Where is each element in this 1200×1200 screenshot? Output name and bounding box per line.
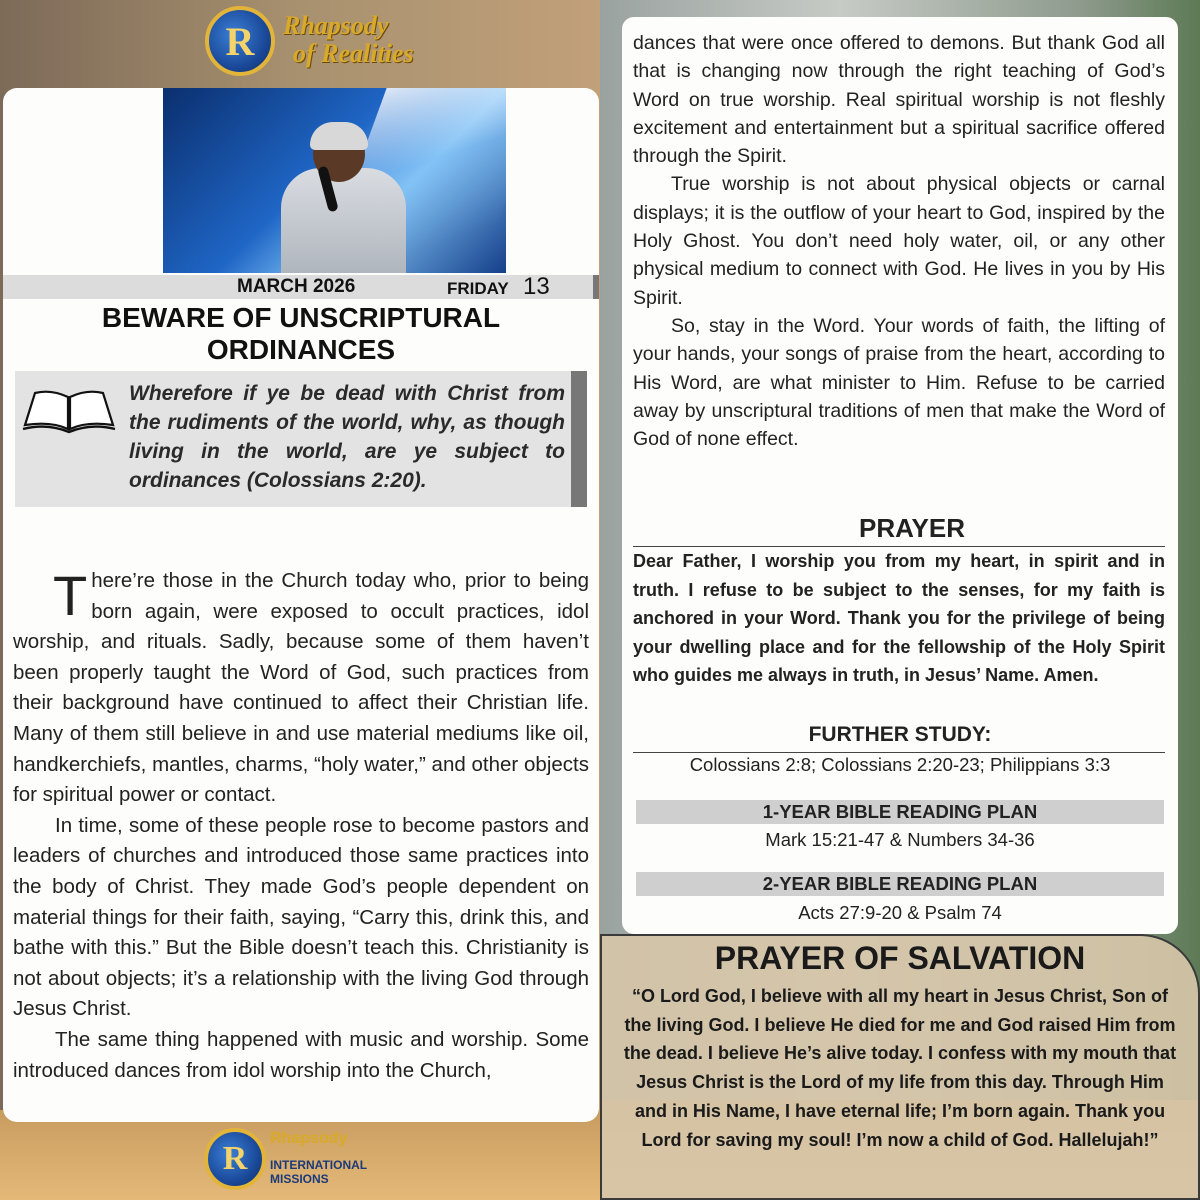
prayer-title: PRAYER	[859, 513, 965, 543]
body-text-right	[633, 29, 1165, 453]
salvation-title: PRAYER OF SALVATION	[714, 940, 1086, 976]
verse-text: Wherefore if ye be dead with Christ from the rudiments of the world, why, as though living in the world, are ye subject to ordinances (Colossians 2:20).	[129, 382, 565, 492]
speaker-photo	[163, 88, 506, 273]
logo-emblem-icon: R	[205, 6, 275, 76]
paragraph: dances that were once offered to demons. But thank God all that is changing now through the right teaching of God’s Word on true worship. Real spiritual worship is not fleshly excitement and entertainment but a spiritual sacrifice offered through the Spirit.	[633, 32, 1165, 168]
one-year-plan-title: 1-YEAR BIBLE READING PLAN	[636, 800, 1164, 824]
open-book-icon	[21, 385, 117, 435]
verse-box	[15, 371, 587, 507]
date-weekday: FRIDAY	[447, 279, 509, 298]
one-year-plan-text: Mark 15:21-47 & Numbers 34-36	[765, 829, 1035, 850]
paragraph: True worship is not about physical objects or carnal displays; it is the outflow of your heart to God, inspired by the Holy Ghost. You don’t need holy water, oil, or any other physical medium to connect with God. He lives in you by His Spirit.	[633, 173, 1165, 309]
paragraph: So, stay in the Word. Your words of faith, the lifting of your hands, your songs of praise from the heart, according to His Word, are what minister to Him. Refuse to be carried away by unscriptural traditions of men that make the Word of God of none effect.	[633, 314, 1165, 451]
paragraph: There’re those in the Church today who, prior to being born again, were exposed to occult practices, idol worship, and rituals. Sadly, because some of them haven’t been properly taught the Word of God, such practices from their background have continued to affect their Christian life. Many of them still believe in and use material mediums like oil, handkerchiefs, mantles, charms, “holy water,” and other objects for spiritual power or contact.	[13, 564, 589, 807]
date-month-year: MARCH 2026	[237, 276, 356, 297]
salvation-text: “O Lord God, I believe with all my heart in Jesus Christ, Son of the living God. I believe He died for me and God raised Him from the dead. I believe He’s alive today. I confess with my mouth that Jesus Christ is the Lord of my life from this day. Through Him and in His Name, I have eternal life; I’m born again. Thank you Lord for saving my soul! I’m now a child of God. Hallelujah!”	[623, 986, 1177, 1150]
two-year-plan-text: Acts 27:9-20 & Psalm 74	[798, 902, 1002, 923]
body-text-left	[13, 566, 589, 1086]
further-study-title: FURTHER STUDY:	[808, 723, 992, 746]
missions-emblem-icon: R	[204, 1128, 266, 1190]
rhapsody-logo	[205, 6, 415, 80]
devotional-title: BEWARE OF UNSCRIPTURAL ORDINANCES	[101, 302, 501, 365]
prayer-text: Dear Father, I worship you from my heart, in spirit and in truth. I refuse to be subject to the senses, for my faith is anchored in your Word. Thank you for the privilege of being your dwelling place and for the fellowship of the Holy Spirit who guides me always in truth, in Jesus’ Name. Amen.	[633, 551, 1165, 686]
missions-logo: R Rhapsody INTERNATIONAL MISSIONS	[198, 1128, 398, 1194]
further-study-text: Colossians 2:8; Colossians 2:20-23; Philippians 3:3	[689, 754, 1111, 775]
date-day-number: 13	[523, 273, 550, 300]
two-year-plan-title: 2-YEAR BIBLE READING PLAN	[636, 872, 1164, 896]
devotional-left-card	[3, 88, 599, 1122]
devotional-right-card	[622, 17, 1178, 934]
drop-cap: T	[53, 564, 88, 627]
paragraph: In time, some of these people rose to become pastors and leaders of churches and introduced those same practices into the body of Christ. They made God’s people dependent on material things for their faith, saying, “Carry this, drink this, and bathe with this.” But the Bible doesn’t teach this. Christianity is not about objects; it’s a relationship with the living God through Jesus Christ.	[13, 813, 589, 1021]
paragraph: The same thing happened with music and worship. Some introduced dances from idol worship into the Church,	[13, 1027, 589, 1082]
logo-text: Rhapsody of Realities	[283, 11, 414, 68]
